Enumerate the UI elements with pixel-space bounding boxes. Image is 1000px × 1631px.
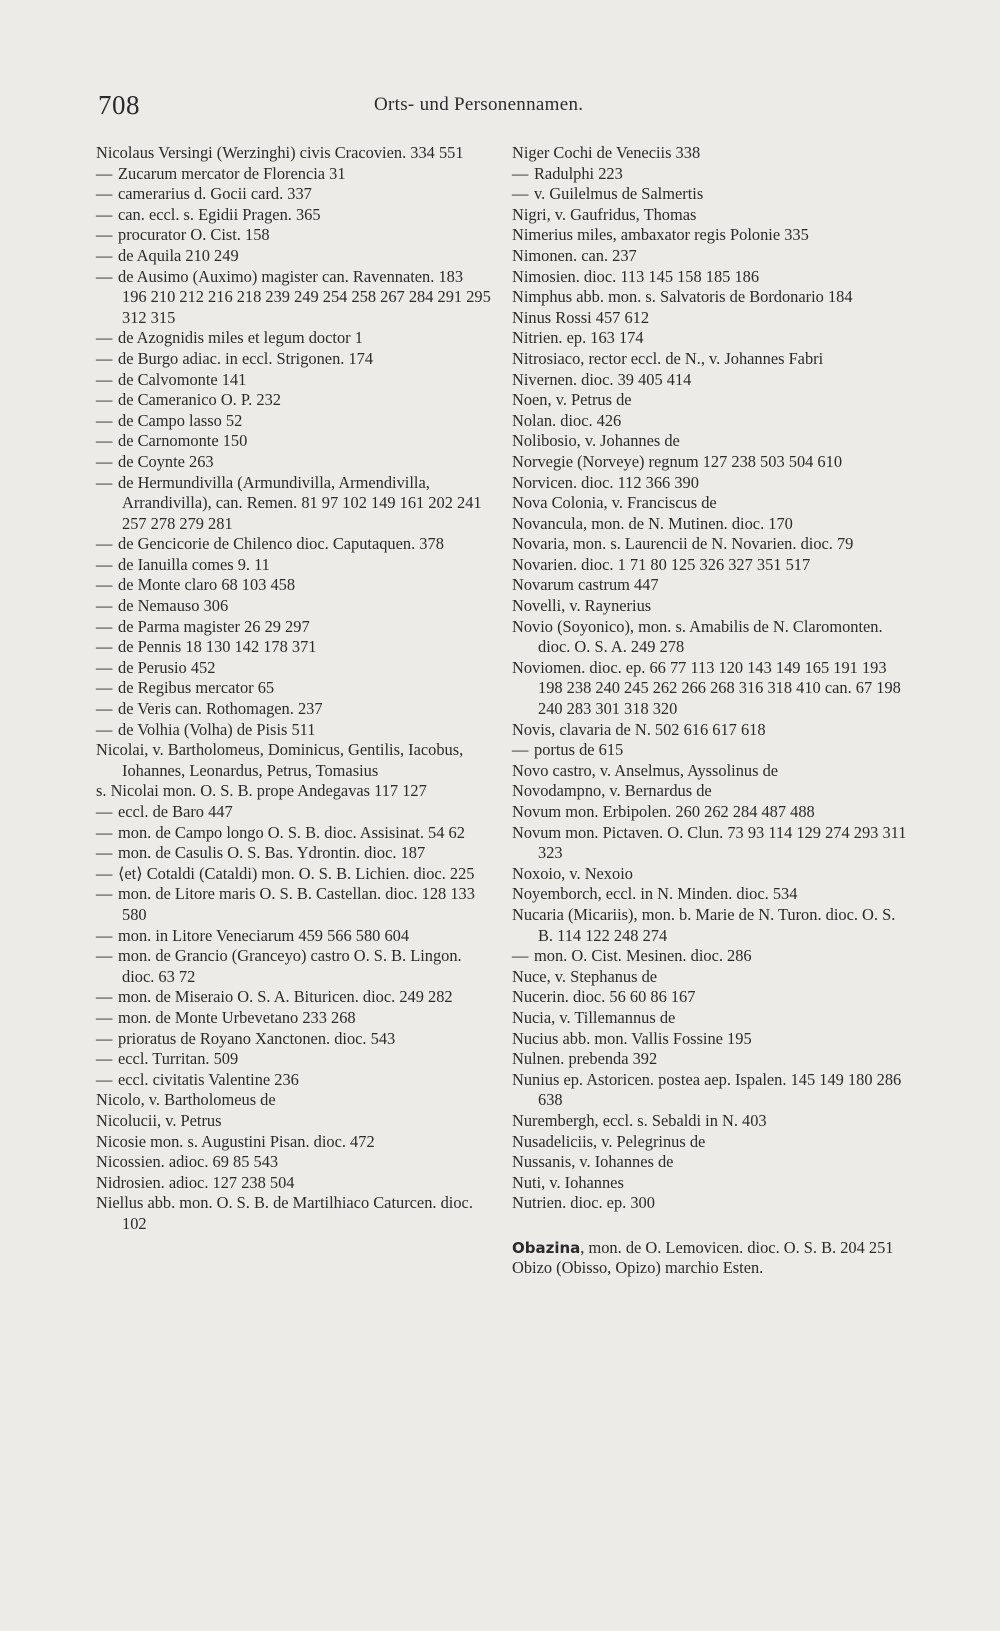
entry-text: Nigri, v. Gaufridus, Thomas [512,204,697,224]
index-entry [512,308,907,329]
index-subentry [96,411,491,432]
index-subentry [96,225,491,246]
index-subentry [96,946,491,987]
repeat-dash [96,596,118,617]
index-subentry [96,246,491,267]
entry-text: Novio (Soyonico), mon. s. Amabilis de N. Claromonten. dioc. O. S. A. 249 278 [512,616,883,657]
entry-text: de Burgo adiac. in eccl. Strigonen. 174 [118,348,374,368]
index-subentry [96,1008,491,1029]
entry-text: Nimerius miles, ambaxator regis Polonie 335 [512,225,809,245]
entry-text: Novum mon. Erbipolen. 260 262 284 487 488 [512,802,815,821]
index-subentry [96,658,491,679]
index-entry [512,1173,907,1194]
entry-text: Nicosie mon. s. Augustini Pisan. dioc. 472 [96,1131,375,1151]
index-subentry [96,534,491,555]
repeat-dash [96,575,118,596]
index-entry [512,143,907,164]
index-subentry [96,370,491,391]
index-subentry [96,843,491,864]
index-entry [96,1090,491,1111]
index-entry [512,431,907,452]
index-entry [512,823,907,864]
index-entry [96,1173,491,1194]
entry-text: Novaria, mon. s. Laurencii de N. Novarien. dioc. 79 [512,534,854,554]
entry-text: de Cameranico O. P. 232 [118,390,281,410]
repeat-dash [96,987,118,1008]
index-subentry [96,473,491,535]
entry-text: Zucarum mercator de Florencia 31 [118,163,346,183]
entry-text: Nimonen. can. 237 [512,245,637,265]
index-subentry [512,184,907,205]
entry-text: de Nemauso 306 [118,596,229,616]
repeat-dash [96,411,118,432]
entry-text: eccl. de Baro 447 [118,802,233,821]
repeat-dash [96,205,118,226]
entry-text: Nussanis, v. Iohannes de [512,1152,674,1172]
entry-text: Nutrien. dioc. ep. 300 [512,1193,655,1213]
page-header [98,90,918,126]
index-subentry [96,1029,491,1050]
entry-text: Novis, clavaria de N. 502 616 617 618 [512,719,766,739]
index-subentry [96,720,491,741]
entry-text: de Carnomonte 150 [118,431,248,451]
entry-text: de Hermundivilla (Armundivilla, Armendivilla, Arrandivilla), can. Remen. 81 97 102 149 161 202 241 257 278 279 281 [118,472,482,533]
index-entry [512,1111,907,1132]
index-subentry [96,802,491,823]
entry-text: Nicolaus Versingi (Werzinghi) civis Cracovien. 334 551 [96,143,464,162]
repeat-dash [96,864,118,885]
repeat-dash [96,473,118,494]
entry-text: Noviomen. dioc. ep. 66 77 113 120 143 149 165 191 193 198 238 240 245 262 266 268 316 318 410 can. 67 198 240 283 301 318 320 [512,657,901,719]
entry-text: Novo castro, v. Anselmus, Ayssolinus de [512,760,779,780]
entry-text: de Calvomonte 141 [118,369,247,389]
entry-text: mon. de Miseraio O. S. A. Bituricen. dioc. 249 282 [118,987,453,1007]
repeat-dash [96,225,118,246]
repeat-dash [96,720,118,741]
entry-text: Noyemborch, eccl. in N. Minden. dioc. 534 [512,884,798,904]
entry-text: Nucaria (Micariis), mon. b. Marie de N. Turon. dioc. O. S. B. 114 122 248 274 [512,904,896,945]
index-entry [96,143,491,164]
index-subentry [96,823,491,844]
entry-text: Nicossien. adioc. 69 85 543 [96,1152,279,1172]
index-entry [512,761,907,782]
index-subentry [96,617,491,638]
index-subentry [96,267,491,329]
repeat-dash [96,370,118,391]
entry-text: can. eccl. s. Egidii Pragen. 365 [118,204,321,224]
index-entry [512,328,907,349]
entry-text: s. Nicolai mon. O. S. B. prope Andegavas 117 127 [96,781,427,801]
entry-text: Nucius abb. mon. Vallis Fossine 195 [512,1028,752,1048]
entry-text: Nucia, v. Tillemannus de [512,1007,676,1027]
entry-text: de Ianuilla comes 9. 11 [118,554,270,574]
index-subentry [96,884,491,925]
entry-text: mon. de Campo longo O. S. B. dioc. Assisinat. 54 62 [118,822,465,842]
index-entry [512,1132,907,1153]
entry-text: procurator O. Cist. 158 [118,225,270,245]
index-entry [512,864,907,885]
index-entry [512,802,907,823]
entry-text: Novelli, v. Raynerius [512,596,652,616]
index-entry [512,287,907,308]
entry-text: de Coynte 263 [118,451,214,471]
entry-text: Radulphi 223 [534,163,623,183]
index-entry [512,987,907,1008]
index-entry [512,514,907,535]
index-subentry [96,575,491,596]
entry-text: Niellus abb. mon. O. S. B. de Martilhiaco Caturcen. dioc. 102 [96,1193,473,1233]
repeat-dash [96,1029,118,1050]
repeat-dash [96,1049,118,1070]
entry-text: Nolan. dioc. 426 [512,410,622,430]
index-subentry [96,452,491,473]
entry-text: Novancula, mon. de N. Mutinen. dioc. 170 [512,513,793,533]
repeat-dash [96,843,118,864]
index-subentry [96,205,491,226]
index-entry [512,781,907,802]
index-subentry [96,164,491,185]
repeat-dash [96,1070,118,1091]
repeat-dash [96,884,118,905]
index-entry [512,884,907,905]
entry-text: Niger Cochi de Veneciis 338 [512,143,701,162]
index-entry [96,1132,491,1153]
index-entry [512,1008,907,1029]
entry-text: portus de 615 [534,740,624,760]
index-subentry [512,740,907,761]
entry-text: mon. de Monte Urbevetano 233 268 [118,1007,356,1027]
index-entry [512,370,907,391]
entry-text: ⟨et⟩ Cotaldi (Cataldi) mon. O. S. B. Lichien. dioc. 225 [118,863,475,883]
index-entry [512,1258,907,1279]
entry-text: Nuce, v. Stephanus de [512,966,658,986]
index-entry [512,1238,907,1259]
entry-text: Nulnen. prebenda 392 [512,1049,658,1069]
repeat-dash [96,534,118,555]
entry-text: mon. de Grancio (Granceyo) castro O. S. B. Lingon. dioc. 63 72 [118,946,462,986]
entry-text: Nova Colonia, v. Franciscus de [512,493,717,513]
repeat-dash [96,699,118,720]
index-entry [512,267,907,288]
index-entry [512,1049,907,1070]
index-subentry [96,555,491,576]
entry-text: v. Guilelmus de Salmertis [534,184,704,204]
entry-text: de Azognidis miles et legum doctor 1 [118,328,363,348]
entry-text: mon. in Litore Veneciarum 459 566 580 604 [118,925,410,945]
index-entry [512,617,907,658]
index-subentry [96,926,491,947]
repeat-dash [96,946,118,967]
repeat-dash [96,267,118,288]
index-entry [512,1152,907,1173]
entry-text: de Volhia (Volha) de Pisis 511 [118,719,316,739]
index-subentry [96,1070,491,1091]
entry-text: , mon. de O. Lemovicen. dioc. O. S. B. 204 251 [580,1237,894,1257]
index-entry [96,1111,491,1132]
index-entry [512,390,907,411]
entry-text: Nicolai, v. Bartholomeus, Dominicus, Gentilis, Iacobus, Iohannes, Leonardus, Petrus, Tomasius [96,740,464,780]
repeat-dash [96,328,118,349]
entry-text: de Ausimo (Auximo) magister can. Ravennaten. 183 196 210 212 216 218 239 249 254 258 267 284 291 295 312 315 [118,266,491,327]
index-subentry [96,349,491,370]
entry-text: Norvegie (Norveye) regnum 127 238 503 504 610 [512,451,843,471]
entry-text: Nicolucii, v. Petrus [96,1110,222,1130]
index-entry [512,905,907,946]
index-column-left [96,143,491,1234]
entry-text: Nitrosiaco, rector eccl. de N., v. Johannes Fabri [512,348,824,368]
index-subentry [96,596,491,617]
entry-text: mon. O. Cist. Mesinen. dioc. 286 [534,946,752,966]
index-entry [96,740,491,781]
index-entry [512,452,907,473]
entry-text: Nolibosio, v. Johannes de [512,431,680,451]
entry-text: eccl. Turritan. 509 [118,1049,239,1069]
entry-text: Noxoio, v. Nexoio [512,863,633,883]
entry-text: Nurembergh, eccl. s. Sebaldi in N. 403 [512,1110,767,1130]
entry-text: de Parma magister 26 29 297 [118,616,310,636]
index-column-right [512,143,907,1279]
repeat-dash [96,431,118,452]
entry-text: Nimphus abb. mon. s. Salvatoris de Bordonario 184 [512,287,853,307]
entry-text: Noen, v. Petrus de [512,390,632,410]
repeat-dash [512,740,534,761]
repeat-dash [96,678,118,699]
index-entry [512,493,907,514]
entry-text: Nunius ep. Astoricen. postea aep. Ispalen. 145 149 180 286 638 [512,1069,902,1110]
entry-text: de Monte claro 68 103 458 [118,575,296,595]
index-subentry [96,184,491,205]
index-subentry [96,431,491,452]
repeat-dash [96,658,118,679]
index-entry [512,658,907,720]
running-head: Orts- und Personennamen. [374,94,584,115]
entry-text: Ninus Rossi 457 612 [512,307,650,327]
repeat-dash [96,823,118,844]
entry-text: mon. de Casulis O. S. Bas. Ydrontin. dioc. 187 [118,843,426,863]
index-entry [512,967,907,988]
index-subentry [96,699,491,720]
entry-text: prioratus de Royano Xanctonen. dioc. 543 [118,1028,396,1048]
index-subentry [96,390,491,411]
entry-headword: Obazina [512,1238,581,1257]
entry-text: eccl. civitatis Valentine 236 [118,1069,299,1089]
repeat-dash [96,617,118,638]
entry-text: Nusadeliciis, v. Pelegrinus de [512,1131,706,1151]
index-entry [512,1029,907,1050]
repeat-dash [512,946,534,967]
index-subentry [96,864,491,885]
index-entry [512,596,907,617]
index-entry [512,225,907,246]
entry-text: de Regibus mercator 65 [118,678,275,698]
index-subentry [512,946,907,967]
index-entry [512,720,907,741]
entry-text: de Aquila 210 249 [118,245,239,265]
index-subentry [96,678,491,699]
entry-text: Nuti, v. Iohannes [512,1172,624,1192]
index-entry [96,1152,491,1173]
entry-text: de Veris can. Rothomagen. 237 [118,699,323,719]
entry-text: mon. de Litore maris O. S. B. Castellan. dioc. 128 133 580 [118,884,475,924]
index-entry [512,555,907,576]
entry-text: Nicolo, v. Bartholomeus de [96,1090,276,1110]
index-entry [96,1193,491,1234]
repeat-dash [96,926,118,947]
entry-text: de Pennis 18 130 142 178 371 [118,637,317,657]
entry-text: Novarum castrum 447 [512,575,659,595]
entry-text: Nitrien. ep. 163 174 [512,328,644,348]
index-entry [512,349,907,370]
entry-text: Nucerin. dioc. 56 60 86 167 [512,987,696,1007]
repeat-dash [96,246,118,267]
entry-text: Novodampno, v. Bernardus de [512,781,712,801]
entry-text: Novarien. dioc. 1 71 80 125 326 327 351 517 [512,554,811,574]
repeat-dash [96,802,118,823]
repeat-dash [96,1008,118,1029]
index-subentry [96,328,491,349]
entry-text: de Campo lasso 52 [118,410,243,430]
repeat-dash [96,184,118,205]
repeat-dash [96,637,118,658]
entry-text: de Perusio 452 [118,657,216,677]
entry-text: Nidrosien. adioc. 127 238 504 [96,1172,295,1192]
page-number: 708 [98,90,140,120]
index-entry [512,246,907,267]
index-subentry [96,1049,491,1070]
index-entry [96,781,491,802]
entry-text: Nivernen. dioc. 39 405 414 [512,369,692,389]
repeat-dash [96,349,118,370]
entry-text: Norvicen. dioc. 112 366 390 [512,472,699,492]
repeat-dash [96,390,118,411]
entry-text: camerarius d. Gocii card. 337 [118,184,312,204]
repeat-dash [96,452,118,473]
index-subentry [512,164,907,185]
index-subentry [96,637,491,658]
entry-text: Novum mon. Pictaven. O. Clun. 73 93 114 129 274 293 311 323 [512,822,907,863]
index-entry [512,473,907,494]
index-subentry [96,987,491,1008]
index-entry [512,1193,907,1214]
repeat-dash [512,164,534,185]
index-entry [512,534,907,555]
repeat-dash [512,184,534,205]
repeat-dash [96,555,118,576]
index-entry [512,205,907,226]
entry-text: de Gencicorie de Chilenco dioc. Caputaquen. 378 [118,534,444,554]
index-entry [512,411,907,432]
entry-text: Nimosien. dioc. 113 145 158 185 186 [512,266,760,286]
repeat-dash [96,164,118,185]
index-entry [512,1070,907,1111]
entry-text: Obizo (Obisso, Opizo) marchio Esten. [512,1258,764,1278]
index-entry [512,575,907,596]
